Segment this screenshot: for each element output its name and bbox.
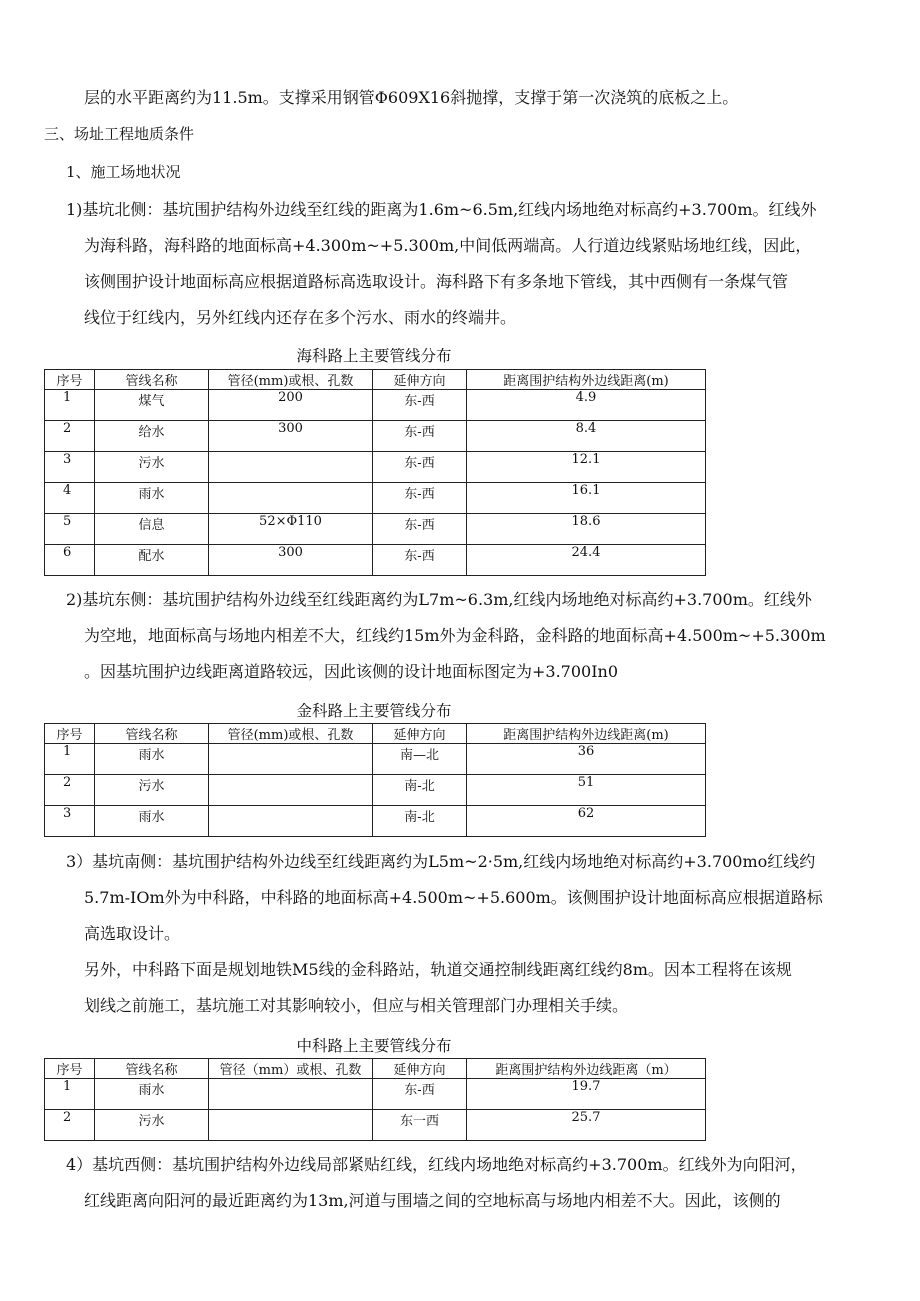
table-row — [45, 452, 706, 483]
header-cell: 管径（mm）或根、孔数 — [209, 1059, 373, 1079]
cell: 南-北 — [373, 806, 467, 837]
paragraph-line: 划线之前施工，基坑施工对其影响较小，但应与相关管理部门办理相关手续。 — [84, 996, 629, 1015]
cell: 2 — [45, 421, 95, 452]
table-header-row — [45, 1059, 706, 1079]
cell: 东-西 — [373, 421, 467, 452]
cell — [209, 775, 373, 806]
table-row — [45, 1079, 706, 1110]
header-cell: 距离围护结构外边线距离(m) — [467, 724, 706, 744]
cell: 南-北 — [373, 775, 467, 806]
header-cell: 距离围护结构外边线距离(m) — [467, 370, 706, 390]
cell — [209, 806, 373, 837]
header-cell: 管线名称 — [95, 1059, 209, 1079]
header-cell: 距离围护结构外边线距离（m） — [467, 1059, 706, 1079]
header-cell: 序号 — [45, 370, 95, 390]
paragraph-line: 另外，中科路下面是规划地铁M5线的金科路站，轨道交通控制线距离红线约8m。因本工程将在该规 — [84, 960, 792, 979]
table-row — [45, 514, 706, 545]
cell: 12.1 — [467, 452, 706, 483]
table-caption: 中科路上主要管线分布 — [296, 1037, 452, 1055]
cell: 300 — [209, 421, 373, 452]
section-heading: 三、场址工程地质条件 — [44, 125, 195, 143]
cell: 62 — [467, 806, 706, 837]
table-caption: 金科路上主要管线分布 — [296, 702, 452, 720]
table-row — [45, 483, 706, 514]
cell: 雨水 — [95, 806, 209, 837]
cell: 东-西 — [373, 514, 467, 545]
cell: 2 — [45, 1110, 95, 1141]
table-row — [45, 806, 706, 837]
cell — [209, 452, 373, 483]
paragraph-line: 5.7m-IOm外为中科路，中科路的地面标高+4.500m~+5.600m。该侧围护设计地面标高应根据道路标 — [84, 888, 823, 907]
cell: 25.7 — [467, 1110, 706, 1141]
subsection-heading: 1、施工场地状况 — [66, 163, 181, 181]
header-cell: 序号 — [45, 724, 95, 744]
cell: 雨水 — [95, 744, 209, 775]
cell: 18.6 — [467, 514, 706, 545]
cell: 南—北 — [373, 744, 467, 775]
table-row — [45, 545, 706, 576]
cell — [209, 1079, 373, 1110]
cell: 16.1 — [467, 483, 706, 514]
cell: 51 — [467, 775, 706, 806]
cell: 给水 — [95, 421, 209, 452]
header-cell: 管线名称 — [95, 724, 209, 744]
cell: 东-西 — [373, 1079, 467, 1110]
paragraph-line: 该侧围护设计地面标高应根据道路标高选取设计。海科路下有多条地下管线，其中西侧有一条煤气管 — [84, 272, 789, 291]
cell: 信息 — [95, 514, 209, 545]
cell: 东-西 — [373, 452, 467, 483]
cell — [209, 744, 373, 775]
table-row — [45, 390, 706, 421]
cell: 24.4 — [467, 545, 706, 576]
cell: 36 — [467, 744, 706, 775]
pipeline-table-jinke — [44, 723, 706, 837]
cell — [209, 1110, 373, 1141]
cell: 东一西 — [373, 1110, 467, 1141]
cell: 6 — [45, 545, 95, 576]
table-row — [45, 775, 706, 806]
cell: 雨水 — [95, 483, 209, 514]
pipeline-table-zhongke — [44, 1058, 706, 1141]
paragraph-line: 。因基坑围护边线距离道路较远，因此该侧的设计地面标图定为+3.700In0 — [84, 662, 619, 681]
cell: 污水 — [95, 1110, 209, 1141]
paragraph-line: 2)基坑东侧：基坑围护结构外边线至红线距离约为L7m~6.3m,红线内场地绝对标高约+3.700m。红线外 — [66, 590, 812, 609]
cell: 8.4 — [467, 421, 706, 452]
header-cell: 管线名称 — [95, 370, 209, 390]
paragraph-line: 层的水平距离约为11.5m。支撑采用钢管Φ609X16斜抛撑，支撑于第一次浇筑的底板之上。 — [84, 88, 739, 107]
header-cell: 管径(mm)或根、孔数 — [209, 724, 373, 744]
cell: 3 — [45, 452, 95, 483]
paragraph-line: 为空地，地面标高与场地内相差不大，红线约15m外为金科路，金科路的地面标高+4.500m~+5.300m — [84, 626, 826, 645]
paragraph-line: 线位于红线内，另外红线内还存在多个污水、雨水的终端井。 — [84, 308, 517, 327]
table-row — [45, 744, 706, 775]
header-cell: 管径(mm)或根、孔数 — [209, 370, 373, 390]
table-row — [45, 1110, 706, 1141]
cell: 300 — [209, 545, 373, 576]
cell: 煤气 — [95, 390, 209, 421]
header-cell: 延伸方向 — [373, 1059, 467, 1079]
paragraph-line: 1)基坑北侧：基坑围护结构外边线至红线的距离为1.6m~6.5m,红线内场地绝对标高约+3.700m。红线外 — [66, 200, 817, 219]
paragraph-line: 红线距离向阳河的最近距离约为13m,河道与围墙之间的空地标高与场地内相差不大。因此，该侧的 — [84, 1191, 781, 1210]
cell: 3 — [45, 806, 95, 837]
paragraph-line: 3）基坑南侧：基坑围护结构外边线至红线距离约为L5m~2·5m,红线内场地绝对标高约+3.700mo红线约 — [66, 852, 816, 871]
cell: 1 — [45, 1079, 95, 1110]
table-caption: 海科路上主要管线分布 — [296, 347, 452, 365]
cell: 污水 — [95, 452, 209, 483]
cell: 东-西 — [373, 545, 467, 576]
cell: 1 — [45, 390, 95, 421]
cell: 污水 — [95, 775, 209, 806]
cell: 5 — [45, 514, 95, 545]
cell: 1 — [45, 744, 95, 775]
cell: 东-西 — [373, 390, 467, 421]
cell: 19.7 — [467, 1079, 706, 1110]
table-row — [45, 421, 706, 452]
pipeline-table-haike — [44, 369, 706, 576]
cell: 雨水 — [95, 1079, 209, 1110]
cell — [209, 483, 373, 514]
header-cell: 序号 — [45, 1059, 95, 1079]
cell: 2 — [45, 775, 95, 806]
cell: 东-西 — [373, 483, 467, 514]
header-cell: 延伸方向 — [373, 370, 467, 390]
header-cell: 延伸方向 — [373, 724, 467, 744]
paragraph-line: 高选取设计。 — [84, 924, 181, 943]
cell: 4 — [45, 483, 95, 514]
paragraph-line: 4）基坑西侧：基坑围护结构外边线局部紧贴红线，红线内场地绝对标高约+3.700m。红线外为向阳河， — [66, 1155, 807, 1174]
paragraph-line: 为海科路，海科路的地面标高+4.300m~+5.300m,中间低两端高。人行道边线紧贴场地红线，因此， — [84, 236, 812, 255]
cell: 配水 — [95, 545, 209, 576]
cell: 200 — [209, 390, 373, 421]
table-header-row — [45, 724, 706, 744]
table-header-row — [45, 370, 706, 390]
cell: 4.9 — [467, 390, 706, 421]
cell: 52×Φ110 — [209, 514, 373, 545]
